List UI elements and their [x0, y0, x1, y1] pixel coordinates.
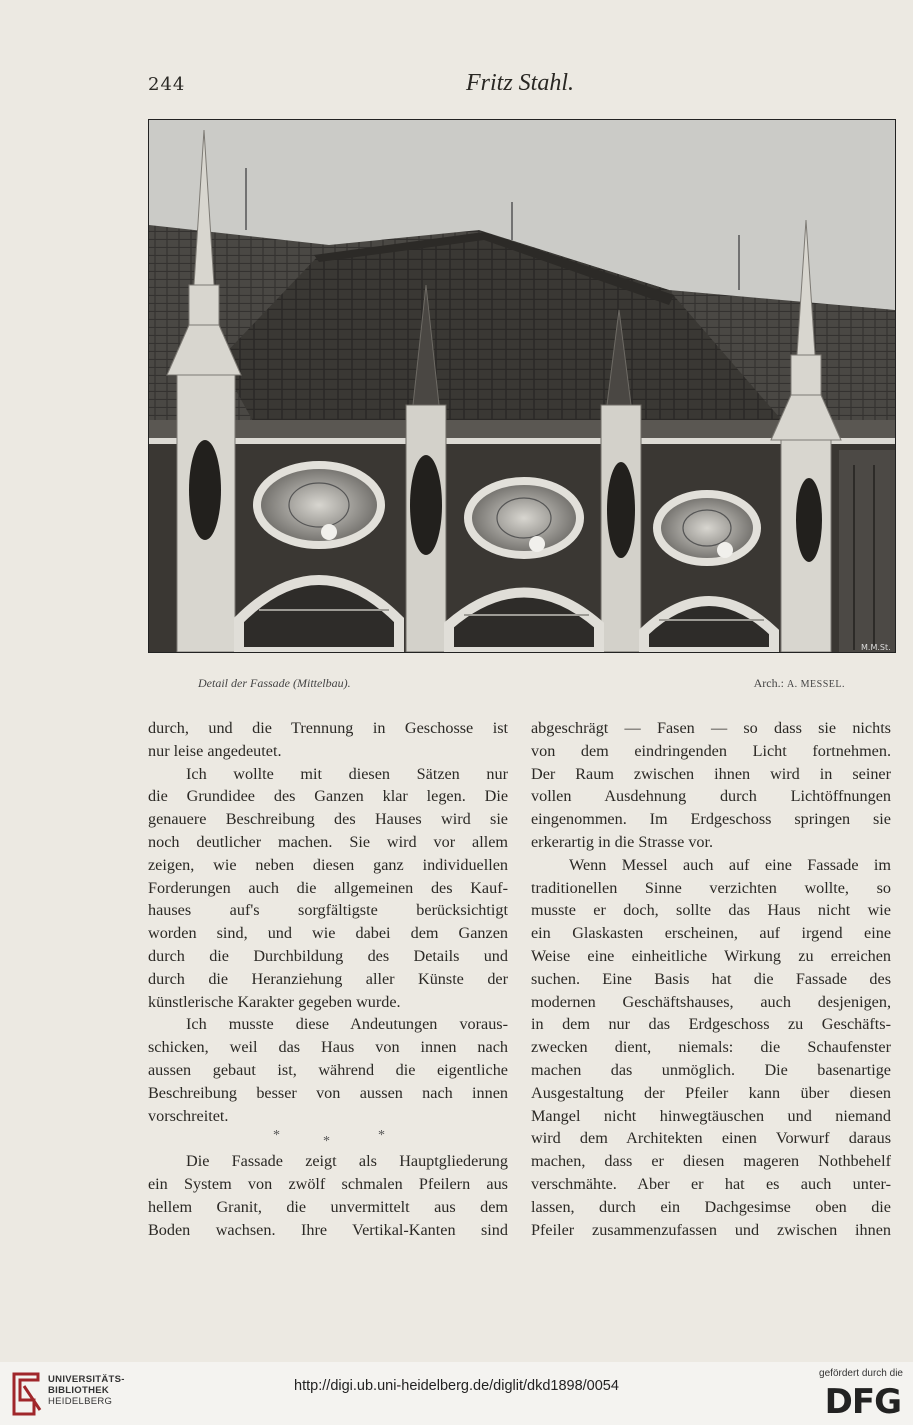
library-name-line-3: HEIDELBERG [48, 1396, 113, 1407]
text-line: Boden wachsen. Ihre Vertikal-Kanten sind [148, 1220, 508, 1239]
architect-name: A. MESSEL. [786, 679, 845, 690]
text-line: künstlerische Karakter gegeben wurde. [148, 992, 401, 1011]
divider-star: * [323, 1134, 330, 1150]
text-line: Ich musste diese Andeutungen voraus- [186, 1015, 508, 1034]
text-line: Mangel nicht hinwegtäuschen und niemand [531, 1106, 891, 1125]
text-line: schicken, weil das Haus von innen nach [148, 1038, 508, 1057]
architect-credit-prefix: Arch.: [753, 676, 787, 690]
page-number: 244 [148, 74, 186, 95]
text-line: hauses auf's sorgfältigste berücksichtigt [148, 901, 508, 920]
text-line: nur leise angedeutet. [148, 741, 282, 760]
photo-signature: M.M.St. [861, 643, 891, 652]
digitization-footer [0, 1362, 913, 1425]
text-line: ein System von zwölf schmalen Pfeilern aus [148, 1174, 508, 1193]
text-line: aussen gebaut ist, während die eigentliche [148, 1060, 508, 1079]
text-line: Ausgestaltung der Pfeiler kann über diesen [531, 1083, 891, 1102]
dfg-logo: DFG [824, 1382, 901, 1422]
text-line: traditionellen Sinne verzichten wollte, so [531, 878, 891, 897]
library-name-line-1: UNIVERSITÄTS- [48, 1374, 125, 1385]
text-line: lassen, durch ein Dachgesimse oben die [531, 1197, 891, 1216]
text-line: hellem Granit, die unvermittelt aus dem [148, 1197, 508, 1216]
text-line: verschmähte. Aber er hat es auch unter- [531, 1174, 891, 1193]
text-line: suchen. Eine Basis hat die Fassade des [531, 969, 891, 988]
text-line: modernen Geschäftshauses, auch desjenigen, [531, 992, 891, 1011]
library-name-line-2: BIBLIOTHEK [48, 1385, 110, 1396]
text-line: vollen Ausdehnung durch Lichtöffnungen [531, 787, 891, 806]
text-column-right [531, 717, 891, 1241]
permalink-url[interactable]: http://digi.ub.uni-heidelberg.de/diglit/dkd1898/0054 [294, 1378, 619, 1394]
architect-credit [754, 676, 845, 691]
text-line: musste er doch, sollte das Haus nicht wie [531, 901, 891, 920]
text-line: zwecken dient, niemals: die Schaufenster [531, 1038, 891, 1057]
text-line: machen das unmöglich. Die basenartige [531, 1060, 891, 1079]
text-line: Pfeiler zusammenzufassen und zwischen ihnen [531, 1220, 891, 1239]
running-title: Fritz Stahl. [465, 70, 574, 96]
text-line: abgeschrägt — Fasen — so dass sie nichts [531, 719, 891, 737]
text-line: machen, dass er diesen mageren Nothbehelf [531, 1152, 891, 1171]
figure-caption: Detail der Fassade (Mittelbau). [198, 676, 351, 690]
funding-note: gefördert durch die [819, 1368, 903, 1379]
text-line: in dem nur das Erdgeschoss zu Geschäfts- [531, 1015, 891, 1034]
text-line: von dem eindringenden Licht fortnehmen. [531, 741, 891, 760]
text-line: durch, und die Trennung in Geschosse ist [148, 719, 508, 737]
text-line: Wenn Messel auch auf eine Fassade im [569, 855, 891, 874]
text-line: Ich wollte mit diesen Sätzen nur [186, 764, 508, 783]
text-line: Weise eine einheitliche Wirkung zu erreichen [531, 946, 891, 965]
text-line: vorschreitet. [148, 1106, 229, 1125]
text-line: die Grundidee des Ganzen klar legen. Die [148, 787, 508, 806]
text-line: wird dem Architekten einen Vorwurf daraus [531, 1129, 891, 1148]
divider-star: * [273, 1128, 280, 1144]
facade-illustration [149, 120, 895, 652]
facade-photograph [148, 119, 896, 653]
text-line: erkerartig in die Strasse vor. [531, 832, 714, 851]
divider-star: * [378, 1128, 385, 1144]
text-line: Beschreibung besser von aussen nach innen [148, 1083, 508, 1102]
text-line: Forderungen auch die allgemeinen des Kauf- [148, 878, 508, 897]
text-line: zeigen, wie neben diesen ganz individuellen [148, 855, 508, 874]
text-line: Der Raum zwischen ihnen wird in seiner [531, 764, 891, 783]
text-line: durch die Durchbildung des Details und [148, 946, 508, 965]
text-line: Die Fassade zeigt als Hauptgliederung [186, 1152, 508, 1171]
text-line: ein Glaskasten erscheinen, auf irgend eine [531, 924, 891, 943]
text-line: noch deutlicher machen. Sie wird vor allem [148, 832, 508, 851]
text-line: worden sind, und wie dabei dem Ganzen [148, 924, 508, 943]
text-line: durch die Heranziehung aller Künste der [148, 969, 508, 988]
text-column-left [148, 717, 508, 1241]
text-line: eingenommen. Im Erdgeschoss springen sie [531, 810, 891, 829]
text-line: genauere Beschreibung des Hauses wird sie [148, 810, 508, 829]
section-divider-stars [148, 1127, 508, 1150]
